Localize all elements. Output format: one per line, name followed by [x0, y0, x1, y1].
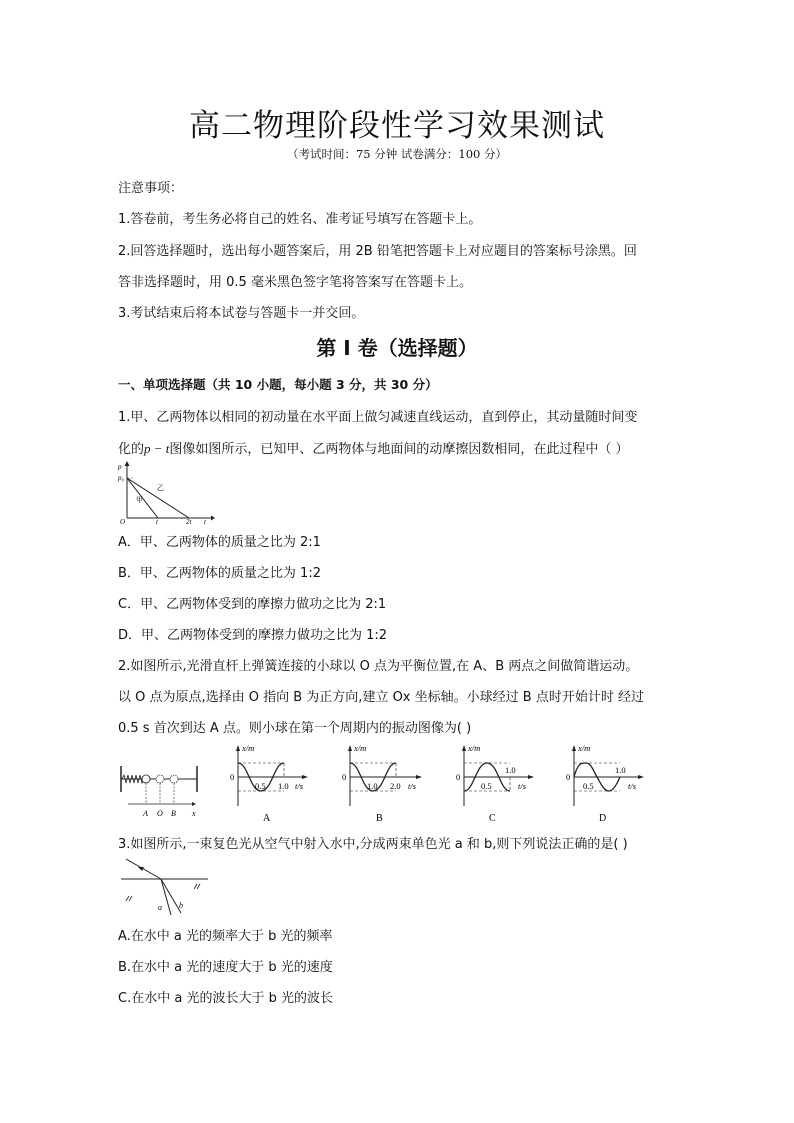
label-o: O — [157, 809, 163, 818]
q1-option-b: B．甲、乙两物体的质量之比为 1:2 — [118, 566, 321, 581]
y-axis-arrow — [462, 745, 466, 751]
graph-letter: D — [599, 813, 607, 824]
q3-refraction-figure — [118, 855, 214, 917]
q3-stem: 3.如图所示,一束复色光从空气中射入水中,分成两束单色光 a 和 b,则下列说法正确的是( ) — [118, 837, 628, 852]
y-label: x/m — [242, 743, 255, 753]
hatch-left — [126, 896, 132, 901]
tick-2: 1.0 — [278, 781, 289, 791]
x-axis-arrow — [192, 802, 196, 806]
tick-1: 1.0 — [367, 781, 378, 791]
label-a: a — [158, 903, 162, 912]
t-axis-arrow — [528, 775, 534, 779]
graph-letter: C — [489, 813, 496, 824]
q1-option-a: A．甲、乙两物体的质量之比为 2:1 — [118, 535, 321, 550]
label-b: b — [179, 901, 183, 910]
tick-1: 0.5 — [255, 781, 266, 791]
y-axis-arrow — [348, 745, 352, 751]
q2-graph-a — [230, 742, 310, 824]
tick-1: 0.5 — [481, 781, 492, 791]
notice-item: 1.答卷前，考生务必将自己的姓名、准考证号填写在答题卡上。 — [118, 212, 482, 227]
origin-label: O — [120, 518, 126, 524]
page-title: 高二物理阶段性学习效果测试 — [189, 108, 605, 144]
q1-text: 化的 — [118, 442, 145, 457]
q2-spring-figure — [118, 762, 206, 820]
tick-2: 1.0 — [615, 765, 626, 775]
q1-option-c: C．甲、乙两物体受到的摩擦力做功之比为 2:1 — [118, 597, 387, 612]
ball-a — [142, 775, 150, 783]
y-label: x/m — [354, 743, 367, 753]
y-axis-arrow — [236, 745, 240, 751]
q1-option-d: D．甲、乙两物体受到的摩擦力做功之比为 1:2 — [118, 628, 388, 643]
q3-option-a: A.在水中 a 光的频率大于 b 光的频率 — [118, 929, 333, 944]
graph-letter: B — [376, 813, 383, 824]
label-jia: 甲 — [136, 496, 143, 504]
notice-item: 2.回答选择题时，选出每小题答案后，用 2B 铅笔把答题卡上对应题目的答案标号涂黑。回 — [118, 244, 637, 259]
q2-graph-c — [456, 742, 536, 824]
q2-stem-line2: 以 O 点为原点,选择由 O 指向 B 为正方向,建立 Ox 坐标轴。小球经过 B 点时开始计时 经过 — [118, 690, 644, 705]
hatch-right — [194, 884, 200, 889]
t-axis-arrow — [302, 775, 308, 779]
section-title: 第 I 卷（选择题） — [316, 336, 478, 360]
t-label: t/s — [295, 781, 304, 791]
origin-label: 0 — [456, 772, 461, 782]
q2-stem-line1: 2.如图所示,光滑直杆上弹簧连接的小球以 O 点为平衡位置,在 A、B 两点之间做简谐运动。 — [118, 659, 639, 674]
t-label: t/s — [518, 781, 527, 791]
spring — [122, 775, 144, 783]
tick-2t: 2t — [186, 518, 192, 524]
t-axis-arrow — [638, 775, 644, 779]
label-yi: 乙 — [157, 484, 164, 492]
t-axis-arrow — [416, 775, 422, 779]
q1-stem-line2 — [118, 438, 629, 457]
t-label: t/s — [408, 781, 417, 791]
t-label: t/s — [628, 781, 637, 791]
incident-ray — [126, 859, 161, 879]
origin-label: 0 — [566, 772, 571, 782]
tick-t: t — [156, 518, 158, 524]
y-label: x/m — [468, 743, 481, 753]
ray-b — [161, 879, 181, 913]
q1-pt-graph — [116, 460, 216, 524]
y-label: x/m — [578, 743, 591, 753]
q2-graph-b — [342, 742, 424, 824]
p-axis-arrow — [125, 461, 130, 466]
p-axis-label: p — [118, 463, 122, 471]
notice-item: 3.考试结束后将本试卷与答题卡一并交回。 — [118, 306, 365, 321]
ball-b — [170, 775, 178, 783]
origin-label: 0 — [342, 772, 347, 782]
q3-option-c: C.在水中 a 光的波长大于 b 光的波长 — [118, 991, 333, 1006]
q2-graph-d — [566, 742, 646, 824]
label-x: x — [192, 809, 196, 818]
t-axis-arrow — [211, 516, 215, 521]
notice-heading: 注意事项： — [118, 181, 184, 196]
tick-2: 2.0 — [390, 781, 401, 791]
q3-option-b: B.在水中 a 光的速度大于 b 光的速度 — [118, 960, 333, 975]
notice-item: 答非选择题时，用 0.5 毫米黑色签字笔将答案写在答题卡上。 — [118, 275, 472, 290]
graph-letter: A — [263, 813, 271, 824]
origin-label: 0 — [230, 772, 235, 782]
label-a: A — [143, 809, 148, 818]
tick-2: 1.0 — [505, 765, 516, 775]
ray-a — [161, 879, 171, 915]
q1-text: 图像如图所示，已知甲、乙两物体与地面间的动摩擦因数相同，在此过程中（ ） — [169, 442, 629, 457]
y-axis-arrow — [572, 745, 576, 751]
tick-1: 0.5 — [583, 781, 594, 791]
label-b: B — [171, 809, 176, 818]
p0-label: p₀ — [118, 474, 124, 482]
part-heading: 一、单项选择题（共 10 小题，每小题 3 分，共 30 分） — [118, 377, 438, 392]
exam-info: （考试时间：75 分钟 试卷满分：100 分） — [286, 147, 508, 161]
t-axis-label: t — [204, 518, 206, 524]
q1-math: p − t — [144, 441, 170, 456]
q2-stem-line3: 0.5 s 首次到达 A 点。则小球在第一个周期内的振动图像为( ) — [118, 721, 472, 736]
ball-o — [156, 775, 164, 783]
q1-stem-line1: 1.甲、乙两物体以相同的初动量在水平面上做匀减速直线运动，直到停止，其动量随时间变 — [118, 410, 638, 425]
